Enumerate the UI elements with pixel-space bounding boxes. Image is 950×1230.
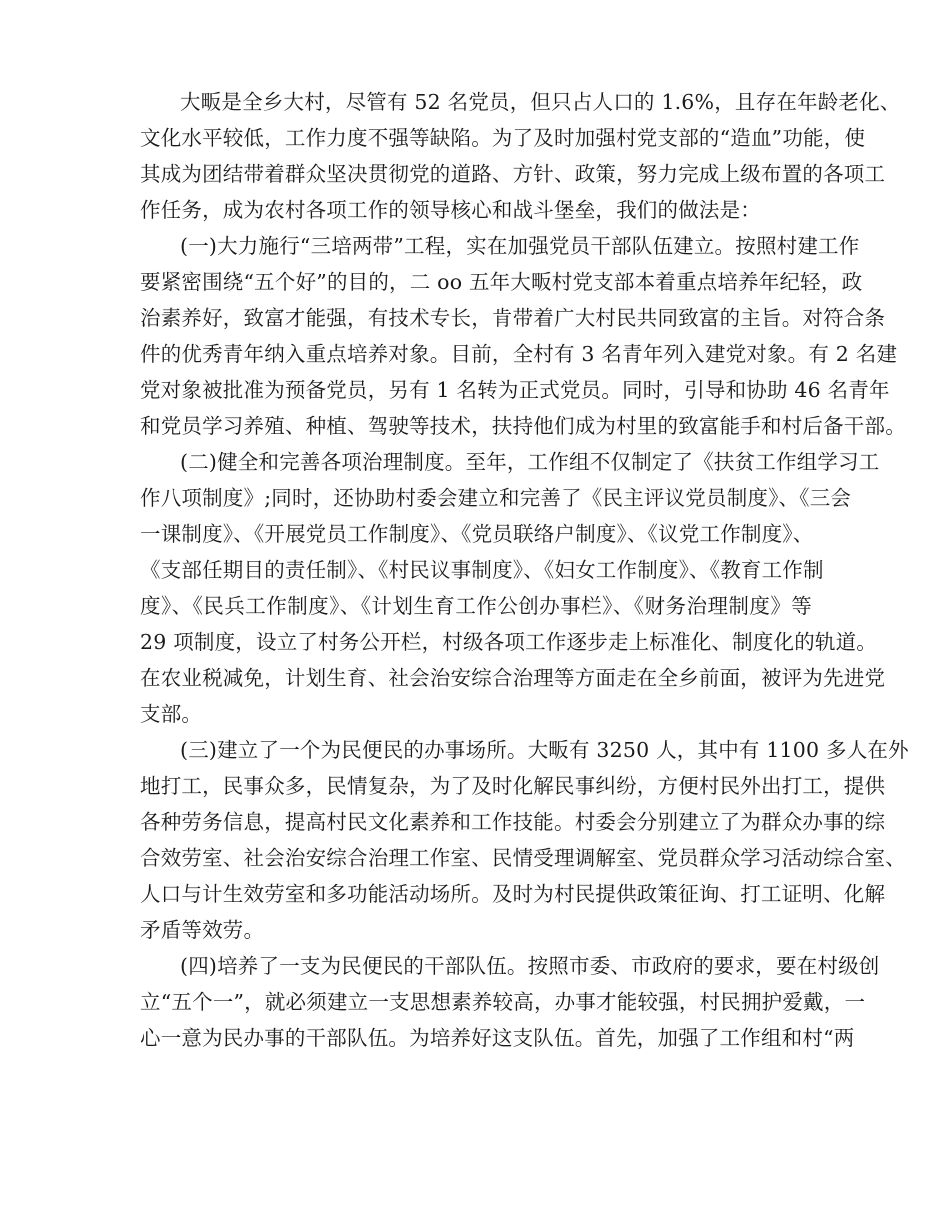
paragraph-section-1	[140, 228, 906, 444]
text-line: 一课制度》、《开展党员工作制度》、《党员联络户制度》、《议党工作制度》、	[140, 522, 814, 546]
text-line: (四)培养了一支为民便民的干部队伍。按照市委、市政府的要求，要在村级创	[180, 954, 880, 978]
text-line: 度》、《民兵工作制度》、《计划生育工作公创办事栏》、《财务治理制度》等	[140, 594, 812, 618]
document-page	[140, 84, 909, 1056]
text-line: 和党员学习养殖、种植、驾驶等技术，扶持他们成为村里的致富能手和村后备干部。	[140, 414, 906, 438]
text-line: 合效劳室、社会治安综合治理工作室、民情受理调解室、党员群众学习活动综合室、	[140, 846, 906, 870]
text-line: (二)健全和完善各项治理制度。至年，工作组不仅制定了《扶贫工作组学习工	[180, 450, 880, 474]
text-line: 《支部任期目的责任制》、《村民议事制度》、《妇女工作制度》、《教育工作制	[140, 558, 824, 582]
text-line: 各种劳务信息，提高村民文化素养和工作技能。村委会分别建立了为群众办事的综	[140, 810, 886, 834]
paragraph-section-3	[140, 732, 909, 948]
paragraph-intro	[140, 84, 901, 228]
text-line: 治素养好，致富才能强，有技术专长，肯带着广大村民共同致富的主旨。对符合条	[140, 306, 886, 330]
text-line: 29 项制度，设立了村务公开栏，村级各项工作逐步走上标准化、制度化的轨道。	[140, 630, 877, 654]
text-line: 文化水平较低，工作力度不强等缺陷。为了及时加强村党支部的“造血”功能，使	[140, 126, 866, 150]
text-line: (一)大力施行“三培两带”工程，实在加强党员干部队伍建立。按照村建工作	[180, 234, 860, 258]
text-line: 心一意为民办事的干部队伍。为培养好这支队伍。首先，加强了工作组和村“两	[140, 1026, 855, 1050]
text-line: 件的优秀青年纳入重点培养对象。目前，全村有 3 名青年列入建党对象。有 2 名建	[140, 342, 898, 366]
paragraph-section-2	[140, 444, 886, 732]
text-line: 大畈是全乡大村，尽管有 52 名党员，但只占人口的 1.6%，且存在年龄老化、	[180, 90, 901, 114]
text-line: 立“五个一”，就必须建立一支思想素养较高，办事才能较强，村民拥护爱戴，一	[140, 990, 866, 1014]
text-line: 要紧密围绕“五个好”的目的，二 oo 五年大畈村党支部本着重点培养年纪轻，政	[140, 270, 863, 294]
text-line: 矛盾等效劳。	[140, 918, 265, 942]
text-line: 作任务，成为农村各项工作的领导核心和战斗堡垒，我们的做法是：	[140, 198, 761, 222]
text-line: 支部。	[140, 702, 203, 726]
text-line: 地打工，民事众多，民情复杂，为了及时化解民事纠纷，方便村民外出打工，提供	[140, 774, 886, 798]
text-line: 在农业税减免，计划生育、社会治安综合治理等方面走在全乡前面，被评为先进党	[140, 666, 886, 690]
text-line: 其成为团结带着群众坚决贯彻党的道路、方针、政策，努力完成上级布置的各项工	[140, 162, 886, 186]
text-line: 党对象被批准为预备党员，另有 1 名转为正式党员。同时，引导和协助 46 名青年	[140, 378, 890, 402]
text-line: (三)建立了一个为民便民的办事场所。大畈有 3250 人，其中有 1100 多人在外	[180, 738, 909, 762]
text-line: 作八项制度》;同时，还协助村委会建立和完善了《民主评议党员制度》、《三会	[140, 486, 852, 510]
text-line: 人口与计生效劳室和多功能活动场所。及时为村民提供政策征询、打工证明、化解	[140, 882, 886, 906]
paragraph-section-4	[140, 948, 880, 1056]
